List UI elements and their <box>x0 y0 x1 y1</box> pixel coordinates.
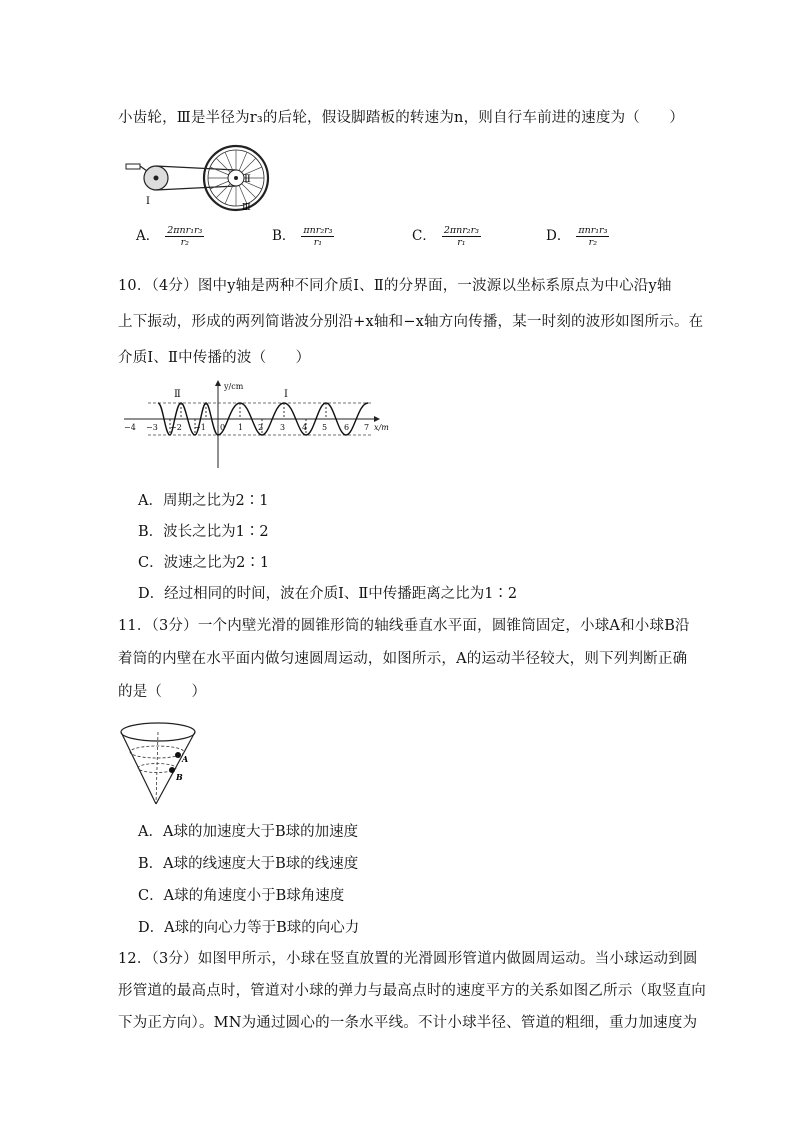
q9-option-d[interactable]: D． $\frac{\text{πnr₁r₃}}{\text{r₂}}$ <box>546 224 608 248</box>
q12-line-1: 12．（3分）如图甲所示，小球在竖直放置的光滑圆形管道内做圆周运动。当小球运动到圆 <box>118 951 698 967</box>
q10-option-b[interactable]: B．波长之比为1∶2 <box>138 524 269 540</box>
q11-option-b[interactable]: B．A球的线速度大于B球的线速度 <box>138 856 359 872</box>
q9-option-b[interactable]: B． $\frac{\text{πnr₂r₃}}{\text{r₁}}$ <box>272 224 333 248</box>
q11-line-1: 11．（3分）一个内壁光滑的圆锥形筒的轴线垂直水平面，圆锥筒固定，小球A和小球B沿 <box>118 618 690 634</box>
tick-label: 0 <box>220 423 226 432</box>
tick-label: 2 <box>258 423 264 432</box>
q11-option-c[interactable]: C．A球的角速度小于B球角速度 <box>138 888 345 904</box>
tick-label: −2 <box>170 423 182 432</box>
label-wheel-3: Ⅲ <box>242 203 251 212</box>
q11-option-a[interactable]: A．A球的加速度大于B球的加速度 <box>138 824 359 840</box>
ball-a-label: A <box>182 754 189 764</box>
q12-line-2: 形管道的最高点时，管道对小球的弹力与最高点时的速度平方的关系如图乙所示（取竖直向 <box>118 983 706 999</box>
tick-label: 7 <box>364 423 370 432</box>
tick-label: −3 <box>146 423 158 432</box>
y-axis-label: y/cm <box>224 382 244 391</box>
bicycle-gear-figure <box>118 140 278 212</box>
q10-line-2: 上下振动，形成的两列简谐波分别沿+x轴和−x轴方向传播，某一时刻的波形如图所示。在 <box>118 314 704 330</box>
medium-i-label: Ⅰ <box>284 389 288 400</box>
q11-option-d[interactable]: D．A球的向心力等于B球的向心力 <box>138 920 360 936</box>
wave-graph <box>118 380 398 472</box>
tick-label: 1 <box>238 423 244 432</box>
tick-label: 3 <box>280 423 286 432</box>
tick-label: 4 <box>302 423 308 432</box>
label-gear-1: Ⅰ <box>146 196 150 207</box>
q11-line-3: 的是（ ） <box>118 684 207 700</box>
tick-label: 5 <box>322 423 328 432</box>
q12-line-3: 下为正方向）。MN为通过圆心的一条水平线。不计小球半径、管道的粗细，重力加速度为 <box>118 1015 698 1031</box>
tick-label: 6 <box>344 423 350 432</box>
q9-option-a[interactable]: A． $\frac{\text{2πnr₁r₃}}{\text{r₂}}$ <box>136 224 203 248</box>
cone-figure <box>118 716 198 810</box>
q10-option-a[interactable]: A．周期之比为2∶1 <box>138 493 269 509</box>
q10-line-1: 10．（4分）图中y轴是两种不同介质Ⅰ、Ⅱ的分界面，一波源以坐标系原点为中心沿y轴 <box>118 278 672 294</box>
q9-stem-tail: 小齿轮，Ⅲ是半径为r₃的后轮，假设脚踏板的转速为n，则自行车前进的速度为（ ） <box>118 110 685 126</box>
medium-ii-label: Ⅱ <box>174 389 181 400</box>
ball-b-label: B <box>176 772 183 782</box>
q10-option-d[interactable]: D．经过相同的时间，波在介质Ⅰ、Ⅱ中传播距离之比为1∶2 <box>138 586 518 602</box>
tick-label: −4 <box>124 423 136 432</box>
q10-line-3: 介质Ⅰ、Ⅱ中传播的波（ ） <box>118 350 311 366</box>
q9-option-c[interactable]: C． $\frac{\text{2πnr₂r₃}}{\text{r₁}}$ <box>412 224 479 248</box>
label-gear-2: Ⅱ <box>244 174 251 185</box>
x-axis-label: x/m <box>374 423 389 432</box>
q11-line-2: 着筒的内壁在水平面内做匀速圆周运动，如图所示，A的运动半径较大，则下列判断正确 <box>118 651 688 667</box>
q10-option-c[interactable]: C．波速之比为2∶1 <box>138 555 270 571</box>
tick-label: −1 <box>194 423 206 432</box>
